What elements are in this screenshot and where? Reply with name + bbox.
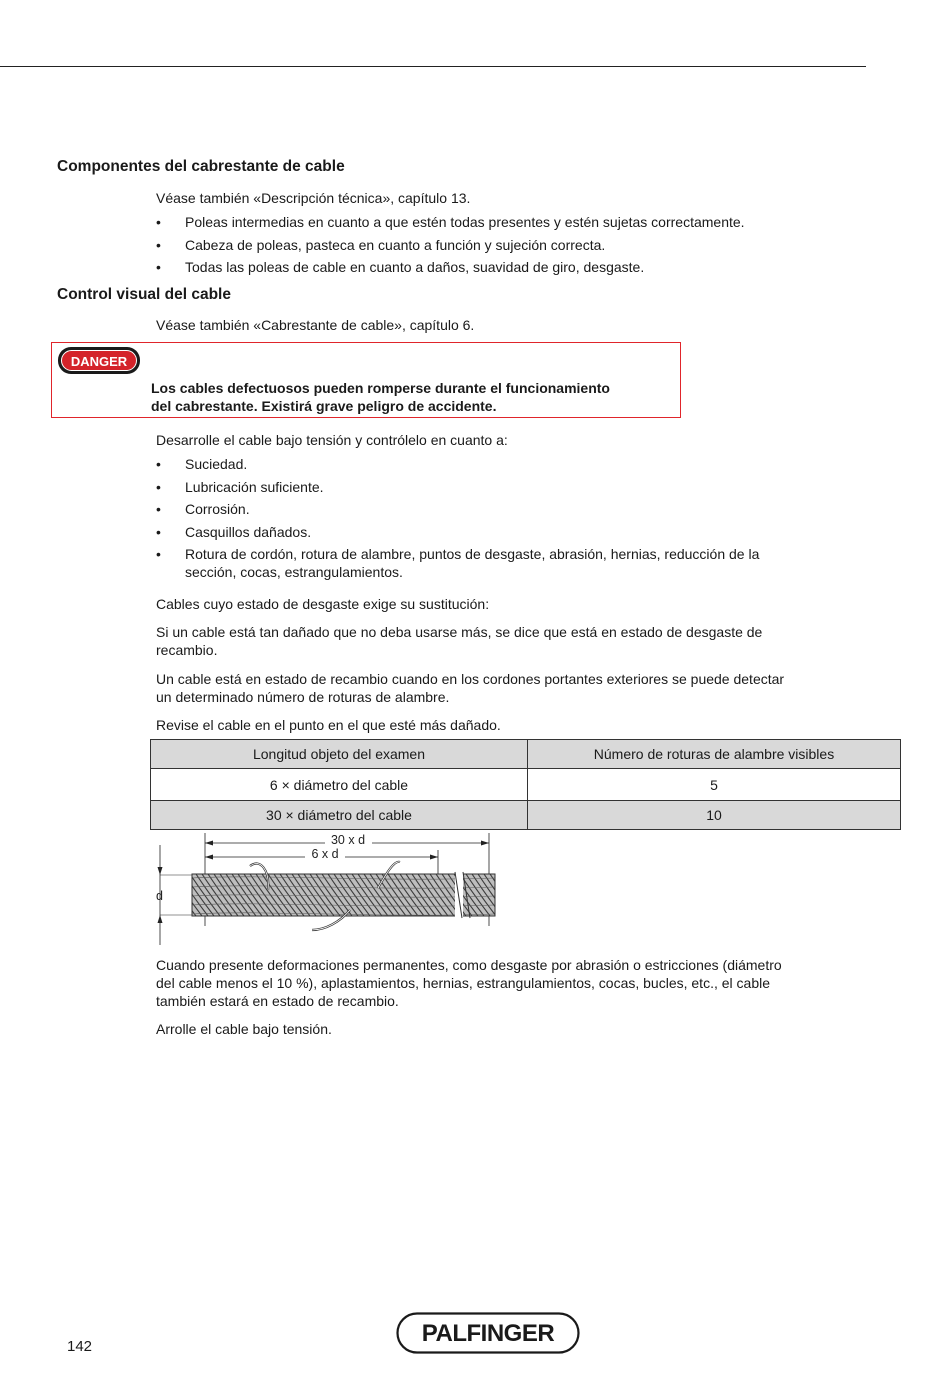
components-list bbox=[156, 213, 866, 276]
see-also-components: Véase también «Descripción técnica», capítulo 13. bbox=[156, 190, 471, 206]
table-header: Número de roturas de alambre visibles bbox=[528, 740, 901, 769]
rope-strand bbox=[496, 874, 510, 916]
table-row bbox=[151, 769, 901, 801]
list-item: • Suciedad. bbox=[156, 456, 248, 472]
list-item: • Casquillos dañados. bbox=[156, 523, 312, 540]
see-also-visual: Véase también «Cabrestante de cable», capítulo 6. bbox=[156, 317, 475, 333]
danger-message: Los cables defectuosos pueden romperse durante el funcionamiento del cabrestante. Existirá grave peligro de accidente. bbox=[151, 380, 610, 414]
wire-break-table bbox=[150, 739, 901, 830]
danger-notice bbox=[51, 342, 681, 418]
rope-strand bbox=[508, 874, 510, 916]
header-rule bbox=[0, 66, 866, 67]
palfinger-logo bbox=[396, 1312, 580, 1354]
rope-strand bbox=[502, 874, 510, 916]
table-cell: 30 × diámetro del cable bbox=[151, 801, 528, 830]
table-header-row bbox=[151, 740, 901, 769]
label-6xd: 6 x d bbox=[311, 847, 339, 861]
svg-text:PALFINGER: PALFINGER bbox=[421, 1320, 555, 1347]
section-title-visual: Control visual del cable bbox=[57, 286, 231, 303]
table-cell: 10 bbox=[528, 801, 901, 830]
table-row bbox=[151, 801, 901, 830]
danger-badge bbox=[58, 347, 140, 374]
page-number: 142 bbox=[67, 1338, 93, 1355]
list-item: • Corrosión. bbox=[156, 501, 250, 517]
list-item: • Lubricación suficiente. bbox=[156, 478, 324, 495]
table-header: Longitud objeto del examen bbox=[151, 740, 528, 769]
replacement-p1: Cables cuyo estado de desgaste exige su sustitución: bbox=[156, 596, 490, 612]
rope-strand bbox=[150, 874, 178, 916]
closing-p1: Cuando presente deformaciones permanentes, como desgaste por abrasión o estricciones (diámetro del cable menos el 10 %), aplastamientos, hernias, estrangulamientos, cocas, bucles, etc., el cable también estará en estado de recambio. bbox=[156, 957, 782, 1009]
closing-p2: Arrolle el cable bajo tensión. bbox=[156, 1021, 332, 1037]
inspection-list bbox=[156, 455, 866, 581]
list-item: • Todas las poleas de cable en cuanto a daños, suavidad de giro, desgaste. bbox=[156, 259, 645, 275]
label-30xd: 30 x d bbox=[330, 833, 366, 847]
table-cell: 5 bbox=[528, 769, 901, 801]
list-item: • Cabeza de poleas, pasteca en cuanto a función y sujeción correcta. bbox=[156, 236, 606, 253]
dimension-d bbox=[156, 845, 194, 945]
label-d: d bbox=[156, 889, 163, 903]
wire-rope-diagram bbox=[150, 830, 510, 950]
replacement-p2: Si un cable está tan dañado que no deba usarse más, se dice que está en estado de desgaste de recambio. bbox=[156, 624, 763, 658]
section-title-components: Componentes del cabrestante de cable bbox=[57, 158, 345, 175]
table-cell: 6 × diámetro del cable bbox=[151, 769, 528, 801]
list-item: • Rotura de cordón, rotura de alambre, puntos de desgaste, abrasión, hernias, reducción de la sección, cocas, estrangulamientos. bbox=[156, 546, 760, 580]
danger-badge-label: DANGER bbox=[61, 350, 137, 371]
rope-strand bbox=[160, 874, 190, 916]
replacement-p4: Revise el cable en el punto en el que esté más dañado. bbox=[156, 717, 501, 733]
replacement-p3: Un cable está en estado de recambio cuando en los cordones portantes exteriores se puede detectar un determinado número de roturas de alambre. bbox=[156, 671, 785, 705]
list-item: • Poleas intermedias en cuanto a que estén todas presentes y estén sujetas correctamente. bbox=[156, 214, 745, 230]
inspection-intro: Desarrolle el cable bajo tensión y contrólelo en cuanto a: bbox=[156, 432, 508, 448]
